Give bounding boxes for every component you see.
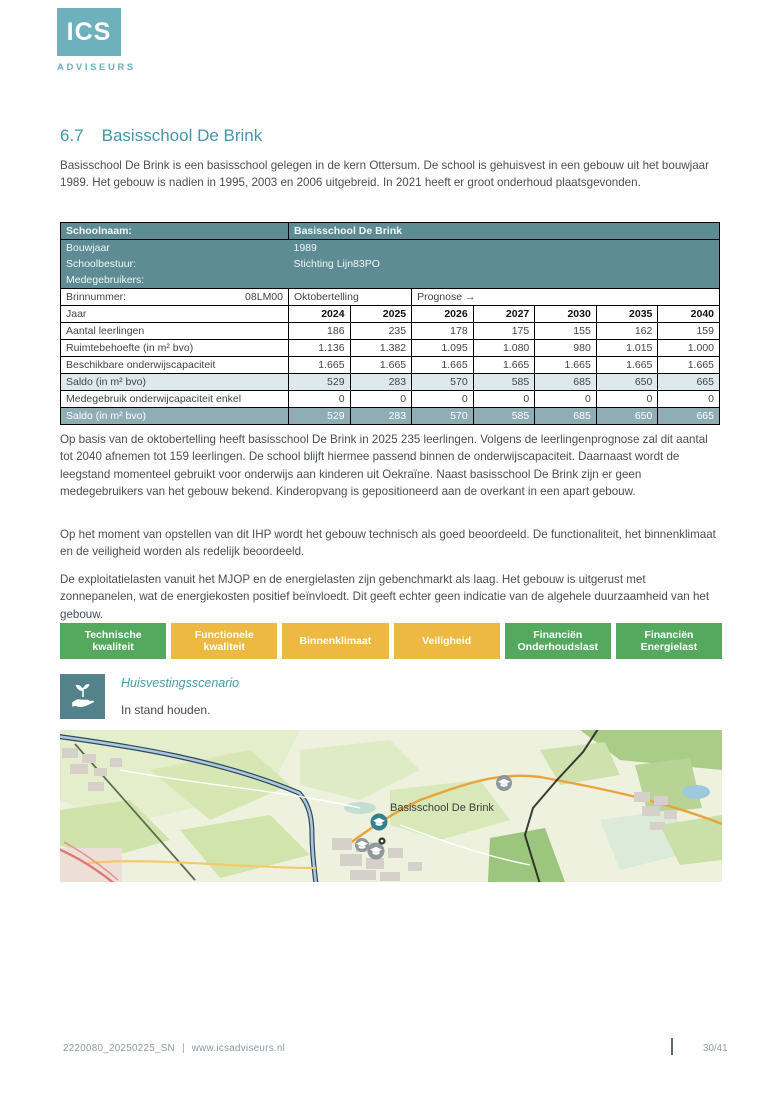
- section-heading: [60, 126, 262, 146]
- badge-technische-kwaliteit: Technische kwaliteit: [60, 623, 166, 659]
- hand-sprout-icon: [60, 674, 105, 719]
- badge-financien-onderhoudslast: Financiën Onderhoudslast: [505, 623, 611, 659]
- paragraph-intro: Basisschool De Brink is een basisschool gelegen in de kern Ottersum. De school is gehuisvest in een gebouw uit het bouwjaar 1989. Het gebouw is nadien in 1995, 2003 en 2006 uitgebreid. In 2021 heeft er groot onderhoud plaatsgevonden.: [60, 159, 709, 190]
- row-label: Saldo (in m² bvo): [61, 408, 289, 425]
- paragraph-telling: Op basis van de oktobertelling heeft basisschool De Brink in 2025 235 leerlingen. Volgens de leerlingenprognose zal dit aantal tot 2040 afnemen tot 159 leerlingen. De school blijft hiermee passend binnen de onderwijscapaciteit. Daarnaast wordt de leegstand momenteel gebruikt voor onderwijs aan kinderen uit Oekraïne. Naast basisschool De Brink zijn er geen medegebruikers van het gebouw bekend. Kinderopvang is gepositioneerd aan de overkant in een apart gebouw.: [60, 433, 708, 499]
- row-value: Stichting Lijn83PO: [289, 256, 720, 272]
- rating-badges: [60, 623, 722, 659]
- ics-logo-text: ICS: [66, 17, 112, 46]
- row-label: Ruimtebehoefte (in m² bvo): [61, 340, 289, 357]
- row-label: Beschikbare onderwijscapaciteit: [61, 357, 289, 374]
- footer-doc-id: 2220080_20250225_SN: [63, 1043, 175, 1054]
- row-label: Saldo (in m² bvo): [61, 374, 289, 391]
- row-label: Schoolbestuur:: [61, 256, 289, 272]
- table-row-bouwjaar: [61, 240, 720, 257]
- badge-veiligheid: Veiligheid: [394, 623, 500, 659]
- table-row-schoolbestuur: [61, 256, 720, 272]
- table-row-jaar: Jaar 2024 2025 2026 2027 2030 2035 2040: [61, 306, 720, 323]
- brin-label: Brinnummer:: [66, 291, 127, 303]
- footer-divider-bar: [671, 1038, 673, 1055]
- row-label: Bouwjaar: [61, 240, 289, 257]
- scenario-text: In stand houden.: [121, 703, 211, 717]
- oktobertelling-header: Oktobertelling: [289, 289, 412, 306]
- school-data-table: [60, 222, 720, 425]
- ics-logo-subtext: ADVISEURS: [57, 62, 136, 73]
- badge-binnenklimaat: Binnenklimaat: [282, 623, 388, 659]
- row-label: Schoolnaam:: [61, 223, 289, 240]
- table-row-medegebruikers: [61, 272, 720, 289]
- paragraph-beoordeling: Op het moment van opstellen van dit IHP wordt het gebouw technisch als goed beoordeeld. De functionaliteit, het binnenklimaat en de veiligheid worden als redelijk beoordeeld.: [60, 528, 716, 559]
- badge-functionele-kwaliteit: Functionele kwaliteit: [171, 623, 277, 659]
- paragraph-exploitatie: De exploitatielasten vanuit het MJOP en de energielasten zijn gebenchmarkt als laag. Het gebouw is uitgerust met zonnepanelen, wat de energiekosten positief beïnvloedt. Dit geeft echter geen indicatie van de algehele duurzaamheid van het gebouw.: [60, 573, 710, 621]
- table-row-medegebruik-capaciteit: Medegebruik onderwijcapaciteit enkel 0 0 0 0 0 0 0: [61, 391, 720, 408]
- other-school-marker-icon: [496, 775, 512, 791]
- footer-doc-info: [63, 1043, 285, 1054]
- row-value: 1989: [289, 240, 720, 257]
- row-value: [289, 272, 720, 289]
- table-row-schoolnaam: [61, 223, 720, 240]
- row-value: Basisschool De Brink: [289, 223, 720, 240]
- location-map: [60, 730, 722, 882]
- ics-logo: [57, 8, 121, 56]
- prognose-header: Prognose →: [412, 289, 720, 306]
- badge-financien-energielast: Financiën Energielast: [616, 623, 722, 659]
- table-row-capaciteit: Beschikbare onderwijscapaciteit 1.665 1.665 1.665 1.665 1.665 1.665 1.665: [61, 357, 720, 374]
- table-row-saldo-1: Saldo (in m² bvo) 529 283 570 585 685 650 665: [61, 374, 720, 391]
- row-label: Medegebruikers:: [61, 272, 289, 289]
- footer-page-number: 30/41: [703, 1043, 728, 1054]
- footer-url-link[interactable]: www.icsadviseurs.nl: [191, 1043, 286, 1054]
- de-brink-marker-icon: [371, 814, 388, 831]
- brin-value: 08LM00: [245, 291, 283, 303]
- table-row-brinnummer: [61, 289, 720, 306]
- footer-separator: |: [181, 1043, 185, 1054]
- table-row-saldo-2: Saldo (in m² bvo) 529 283 570 585 685 650 665: [61, 408, 720, 425]
- row-label: Aantal leerlingen: [61, 323, 289, 340]
- table-row-leerlingen: Aantal leerlingen 186 235 178 175 155 162 159: [61, 323, 720, 340]
- row-label: Jaar: [61, 306, 289, 323]
- section-number: 6.7: [60, 126, 84, 145]
- table-row-ruimtebehoefte: Ruimtebehoefte (in m² bvo) 1.136 1.382 1.095 1.080 980 1.015 1.000: [61, 340, 720, 357]
- section-title: Basisschool De Brink: [101, 126, 263, 145]
- map-school-label: Basisschool De Brink: [390, 802, 494, 814]
- row-label: Medegebruik onderwijcapaciteit enkel: [61, 391, 289, 408]
- scenario-title: Huisvestingsscenario: [121, 676, 240, 690]
